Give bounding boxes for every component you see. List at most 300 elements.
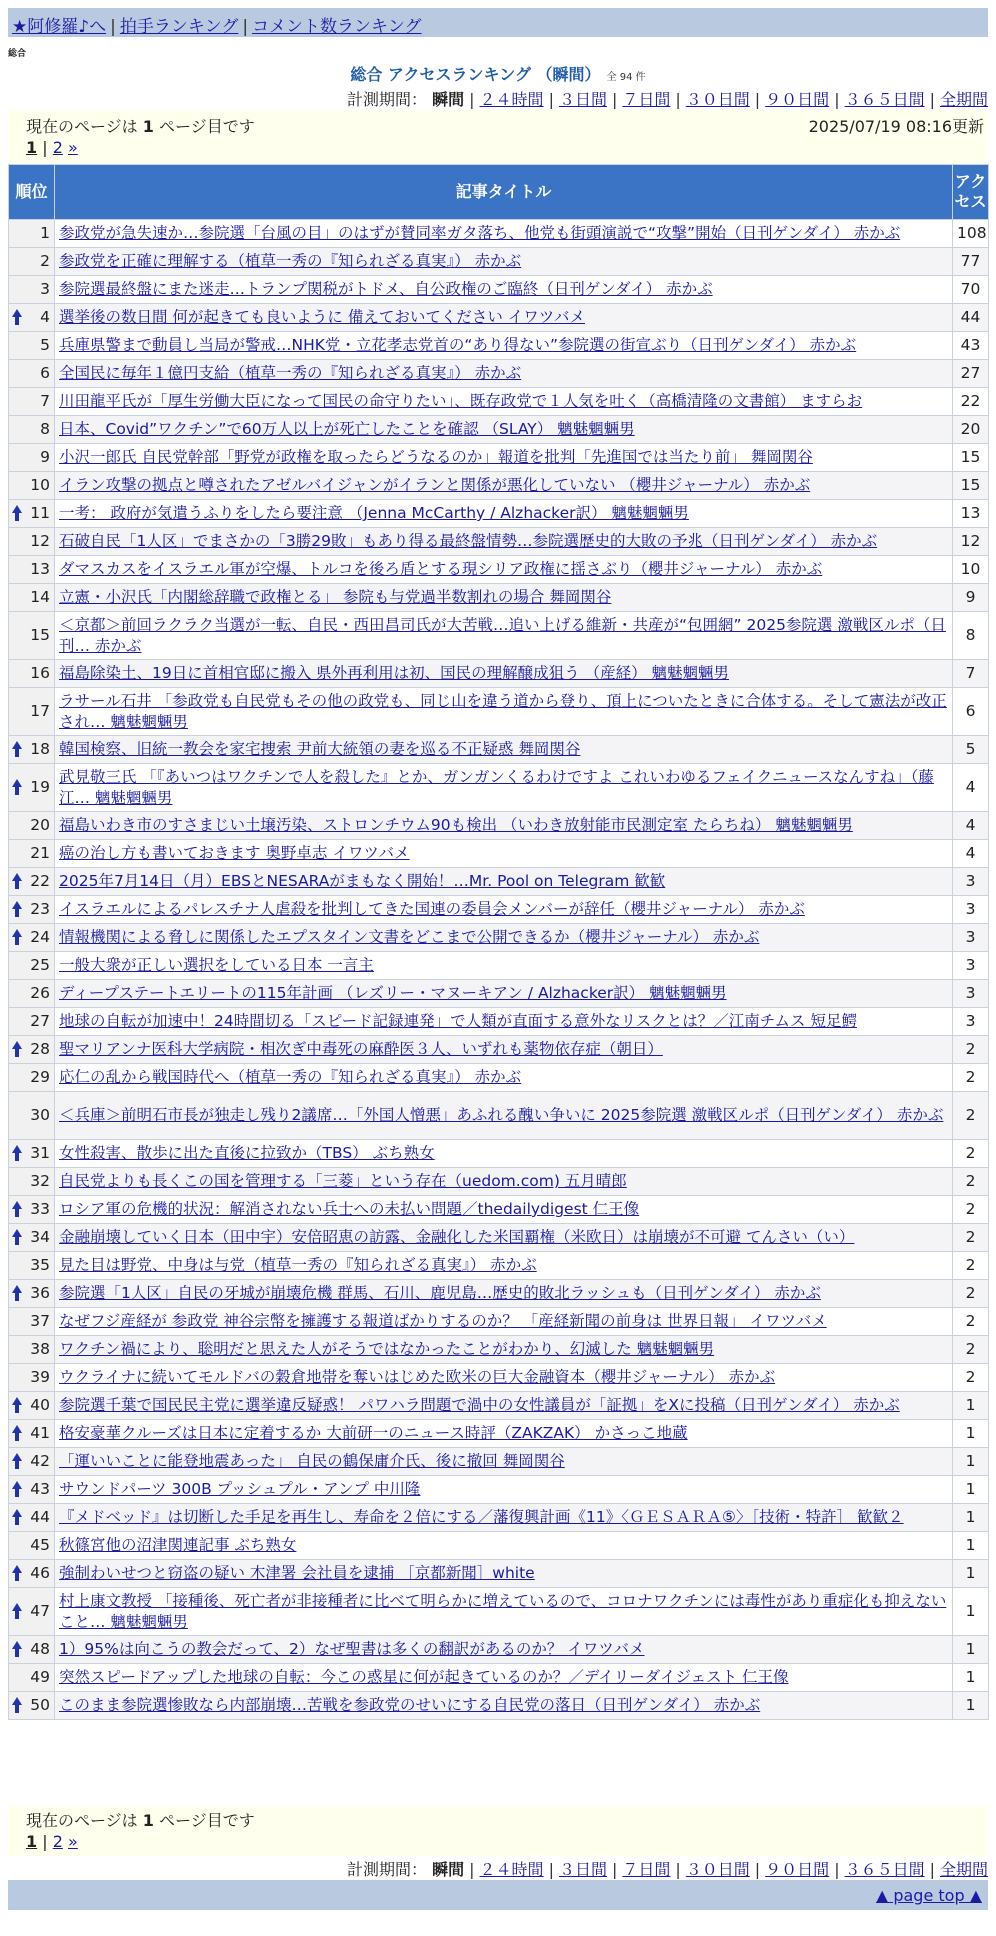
access-count: 1 — [953, 1532, 989, 1560]
title-cell — [55, 360, 953, 388]
rank-number: 21 — [30, 844, 50, 862]
table-row — [9, 1036, 989, 1064]
rank-cell — [9, 360, 55, 388]
title-cell — [55, 924, 953, 952]
page-info-bottom — [8, 1806, 988, 1856]
rank-number: 46 — [30, 1564, 50, 1582]
table-header-row — [9, 165, 989, 220]
rank-number: 34 — [30, 1228, 50, 1246]
period-all-link[interactable]: 全期間 — [939, 90, 988, 109]
article-title-link[interactable]: ラサール石井 「参政党も自民党もその他の政党も、同じ山を違う道から登り、頂上についたときに合体する。そして憲法が改正され… 魑魅魍魎男 — [59, 691, 947, 731]
article-title-link[interactable]: 日本、Covid”ワクチン”で60万人以上が死亡したことを確認 （SLAY） 魑魅魍魎男 — [59, 420, 635, 438]
rank-number: 29 — [30, 1068, 50, 1086]
rank-up-arrow-icon — [12, 1229, 22, 1247]
access-count: 4 — [953, 764, 989, 812]
period-30d-link[interactable]: ３０日間 — [685, 90, 750, 109]
title-cell — [55, 1636, 953, 1664]
col-access-header: アクセス — [953, 165, 989, 220]
title-cell — [55, 248, 953, 276]
access-count: 1 — [953, 1392, 989, 1420]
category-label: 総合 — [8, 49, 27, 59]
rank-cell — [9, 388, 55, 416]
title-cell — [55, 276, 953, 304]
updated-timestamp: 2025/07/19 08:16更新 — [808, 117, 984, 136]
rank-up-arrow-icon — [12, 779, 22, 797]
title-cell — [55, 1252, 953, 1280]
access-count: 12 — [953, 528, 989, 556]
article-title-link[interactable]: イスラエルによるパレスチナ人虐殺を批判してきた国連の委員会メンバーが辞任（櫻井ジャーナル） 赤かぶ — [59, 900, 805, 918]
rank-up-arrow-icon — [12, 1565, 22, 1583]
rank-up-arrow-icon — [12, 505, 22, 523]
access-count: 2 — [953, 1252, 989, 1280]
title-cell — [55, 1364, 953, 1392]
article-title-link[interactable]: 格安豪華クルーズは日本に定着するか 大前研一のニュース時評（ZAKZAK） かさっこ地蔵 — [59, 1424, 688, 1442]
rank-number: 28 — [30, 1040, 50, 1058]
title-cell — [55, 612, 953, 660]
pager-next-arrow[interactable]: » — [68, 138, 78, 157]
period-3d-link[interactable]: ３日間 — [558, 90, 607, 109]
table-row — [9, 1420, 989, 1448]
table-row — [9, 1140, 989, 1168]
rank-cell — [9, 1140, 55, 1168]
access-count: 1 — [953, 1448, 989, 1476]
rank-cell — [9, 924, 55, 952]
table-row — [9, 840, 989, 868]
rank-number: 39 — [30, 1368, 50, 1386]
table-row — [9, 1560, 989, 1588]
rank-cell — [9, 980, 55, 1008]
rank-number: 10 — [30, 476, 50, 494]
page-top-link[interactable]: ▲ page top ▲ — [875, 1886, 982, 1905]
rank-number: 36 — [30, 1284, 50, 1302]
title-cell — [55, 1532, 953, 1560]
pager-page-2[interactable]: 2 — [52, 138, 63, 157]
rank-cell — [9, 332, 55, 360]
title-cell — [55, 896, 953, 924]
article-title-link[interactable]: 全国民に毎年１億円支給（植草一秀の『知られざる真実』） 赤かぶ — [59, 364, 522, 382]
rank-up-arrow-icon — [12, 1509, 22, 1527]
rank-number: 27 — [30, 1012, 50, 1030]
period-365d-link-bottom[interactable]: ３６５日間 — [844, 1860, 925, 1879]
rank-up-arrow-icon — [12, 1453, 22, 1471]
article-title-link[interactable]: 2025年7月14日（月）EBSとNESARAがまもなく開始！…Mr. Pool on Telegram 歓歓 — [59, 872, 666, 890]
rank-up-arrow-icon — [12, 1201, 22, 1219]
rank-number: 48 — [30, 1640, 50, 1658]
rank-cell — [9, 416, 55, 444]
rank-up-arrow-icon — [12, 1481, 22, 1499]
table-row — [9, 1532, 989, 1560]
col-rank-header: 順位 — [9, 165, 55, 220]
rank-cell — [9, 248, 55, 276]
article-title-link[interactable]: 一考： 政府が気遣うふりをしたら要注意 （Jenna McCarthy / Alzhacker訳） 魑魅魍魎男 — [59, 504, 689, 522]
table-row — [9, 276, 989, 304]
title-cell — [55, 1064, 953, 1092]
table-row — [9, 1224, 989, 1252]
rank-cell — [9, 1532, 55, 1560]
article-title-link[interactable]: 参院選千葉で国民民主党に選挙違反疑惑！ パワハラ問題で渦中の女性議員が「証拠」をXに投稿（日刊ゲンダイ） 赤かぶ — [59, 1396, 900, 1414]
title-cell — [55, 764, 953, 812]
article-title-link[interactable]: 「運いいことに能登地震あった」 自民の鶴保庸介氏、後に撤回 舞岡関谷 — [59, 1452, 565, 1470]
article-title-link[interactable]: ディープステートエリートの115年計画 （レズリー・マヌーキアン / Alzhacker訳） 魑魅魍魎男 — [59, 984, 727, 1002]
table-row — [9, 1168, 989, 1196]
title-cell — [55, 1168, 953, 1196]
rank-up-arrow-icon — [12, 1603, 22, 1621]
rank-up-arrow-icon — [12, 1145, 22, 1163]
rank-cell — [9, 736, 55, 764]
article-title-link[interactable]: 立憲・小沢氏「内閣総辞職で政権とる」 参院も与党過半数割れの場合 舞岡関谷 — [59, 588, 612, 606]
table-row — [9, 388, 989, 416]
pager-top: 1 | 2 » — [26, 138, 78, 157]
rank-number: 44 — [30, 1508, 50, 1526]
table-row — [9, 528, 989, 556]
rank-up-arrow-icon — [12, 929, 22, 947]
total-count: 全 94 件 — [606, 72, 646, 83]
table-row — [9, 444, 989, 472]
article-title-link[interactable]: 一般大衆が正しい選択をしている日本 一言主 — [59, 956, 374, 974]
access-count: 1 — [953, 1560, 989, 1588]
rank-number: 6 — [40, 364, 50, 382]
rank-cell — [9, 1092, 55, 1140]
period-selector-bottom: 計測期間： 瞬間 | ２４時間 | ３日間 | ７日間 | ３０日間 | ９０日間 | ３６５日間 | 全期間 — [347, 1860, 988, 1879]
rank-cell — [9, 1280, 55, 1308]
rank-cell — [9, 952, 55, 980]
rank-up-arrow-icon — [12, 741, 22, 759]
article-title-link[interactable]: 武見敬三氏 「『あいつはワクチンで人を殺した』とか、ガンガンくるわけですよ これいわゆるフェイクニュースなんすね」（藤江… 魑魅魍魎男 — [59, 767, 934, 807]
title-cell — [55, 444, 953, 472]
rank-cell — [9, 896, 55, 924]
rank-up-arrow-icon — [12, 901, 22, 919]
access-count: 2 — [953, 1196, 989, 1224]
table-row — [9, 688, 989, 736]
rank-number: 25 — [30, 956, 50, 974]
access-count: 7 — [953, 660, 989, 688]
pager-bottom: 1 | 2 » — [26, 1832, 78, 1851]
rank-number: 38 — [30, 1340, 50, 1358]
rank-cell — [9, 1064, 55, 1092]
access-count: 3 — [953, 896, 989, 924]
page-info-top — [8, 110, 988, 164]
article-title-link[interactable]: 参院選「1人区」自民の牙城が崩壊危機 群馬、石川、鹿児島…歴史的敗北ラッシュも（日刊ゲンダイ） 赤かぶ — [59, 1284, 821, 1302]
rank-cell — [9, 1636, 55, 1664]
period-30d-link-bottom[interactable]: ３０日間 — [685, 1860, 750, 1879]
page-info-text-bottom: 現在のページは 1 ページ目です — [26, 1811, 255, 1830]
table-row — [9, 812, 989, 840]
rank-number: 4 — [40, 308, 50, 326]
access-count: 1 — [953, 1504, 989, 1532]
table-row — [9, 1336, 989, 1364]
period-current: 瞬間 — [432, 90, 465, 109]
access-count: 5 — [953, 736, 989, 764]
table-row — [9, 660, 989, 688]
rank-cell — [9, 500, 55, 528]
rank-cell — [9, 1224, 55, 1252]
access-count: 2 — [953, 1308, 989, 1336]
access-count: 2 — [953, 1168, 989, 1196]
access-count: 2 — [953, 1280, 989, 1308]
article-title-link[interactable]: ウクライナに続いてモルドバの穀倉地帯を奪いはじめた欧米の巨大金融資本（櫻井ジャーナル） 赤かぶ — [59, 1368, 776, 1386]
title-cell — [55, 1092, 953, 1140]
rank-number: 2 — [40, 252, 50, 270]
rank-up-arrow-icon — [12, 1397, 22, 1415]
access-count: 4 — [953, 812, 989, 840]
rank-cell — [9, 584, 55, 612]
table-row — [9, 612, 989, 660]
article-title-link[interactable]: 小沢一郎氏 自民党幹部「野党が政権を取ったらどうなるのか」報道を批判「先進国では当たり前」 舞岡関谷 — [59, 448, 813, 466]
access-count: 108 — [953, 220, 989, 248]
table-row — [9, 220, 989, 248]
title-cell — [55, 528, 953, 556]
pager-next-arrow-bottom[interactable]: » — [68, 1832, 78, 1851]
rank-number: 12 — [30, 532, 50, 550]
rank-number: 11 — [30, 504, 50, 522]
rank-up-arrow-icon — [12, 1697, 22, 1715]
title-cell — [55, 868, 953, 896]
title-cell — [55, 1196, 953, 1224]
pager-current-bottom: 1 — [26, 1832, 38, 1851]
article-title-link[interactable]: 『メドベッド』は切断した手足を再生し、寿命を２倍にする／藩復興計画《11》〈ＧＥＳＡＲＡ⑤〉［技術・特許］ 歓歓２ — [59, 1508, 904, 1526]
title-cell — [55, 220, 953, 248]
title-cell — [55, 660, 953, 688]
title-cell — [55, 388, 953, 416]
rank-cell — [9, 812, 55, 840]
access-count: 2 — [953, 1036, 989, 1064]
rank-cell — [9, 1036, 55, 1064]
rank-cell — [9, 556, 55, 584]
table-row — [9, 1064, 989, 1092]
ranking-table — [8, 164, 989, 1720]
article-title-link[interactable]: 強制わいせつと窃盗の疑い 木津署 会社員を逮捕 ［京都新聞］white — [59, 1564, 535, 1582]
period-24h-link-bottom[interactable]: ２４時間 — [479, 1860, 544, 1879]
title-cell — [55, 1560, 953, 1588]
table-row — [9, 360, 989, 388]
table-row — [9, 248, 989, 276]
rank-number: 23 — [30, 900, 50, 918]
title-cell — [55, 1280, 953, 1308]
table-row — [9, 896, 989, 924]
access-count: 2 — [953, 1224, 989, 1252]
table-row — [9, 556, 989, 584]
rank-number: 30 — [30, 1106, 50, 1124]
rank-cell — [9, 1560, 55, 1588]
access-count: 3 — [953, 980, 989, 1008]
title-cell — [55, 1140, 953, 1168]
access-count: 15 — [953, 472, 989, 500]
article-title-link[interactable]: 地球の自転が加速中！24時間切る「スピード記録連発」で人類が直面する意外なリスクとは？／江南チムス 短足鰐 — [59, 1012, 857, 1030]
rank-number: 41 — [30, 1424, 50, 1442]
table-row — [9, 1092, 989, 1140]
rank-cell — [9, 1336, 55, 1364]
article-title-link[interactable]: 情報機関による脅しに関係したエプスタイン文書をどこまで公開できるか（櫻井ジャーナル） 赤かぶ — [59, 928, 760, 946]
article-title-link[interactable]: 聖マリアンナ医科大学病院・相次ぎ中毒死の麻酔医３人、いずれも薬物依存症（朝日） — [59, 1040, 663, 1058]
article-title-link[interactable]: 村上康文教授 「接種後、死亡者が非接種者に比べて明らかに増えているので、コロナワクチンには毒性があり重症化も抑えないこと… 魑魅魍魎男 — [59, 1591, 947, 1631]
article-title-link[interactable]: 見た目は野党、中身は与党（植草一秀の『知られざる真実』） 赤かぶ — [59, 1256, 537, 1274]
title-cell — [55, 500, 953, 528]
rank-number: 14 — [30, 588, 50, 606]
period-all-link-bottom[interactable]: 全期間 — [939, 1860, 988, 1879]
table-row — [9, 1308, 989, 1336]
rank-cell — [9, 1504, 55, 1532]
article-title-link[interactable]: ＜京都＞前回ラクラク当選が一転、自民・西田昌司氏が大苦戦…追い上げる維新・共産が“包囲網” 2025参院選 激戦区ルポ（日刊… 赤かぶ — [59, 615, 946, 655]
access-count: 2 — [953, 1336, 989, 1364]
rank-cell — [9, 1008, 55, 1036]
title-cell — [55, 472, 953, 500]
access-count: 13 — [953, 500, 989, 528]
article-title-link[interactable]: 参院選最終盤にまた迷走…トランプ関税がトドメ、自公政権のご臨終（日刊ゲンダイ） 赤かぶ — [59, 280, 713, 298]
table-row — [9, 1252, 989, 1280]
title-cell — [55, 1476, 953, 1504]
table-row — [9, 868, 989, 896]
title-cell — [55, 688, 953, 736]
rank-cell — [9, 444, 55, 472]
article-title-link[interactable]: ＜兵庫＞前明石市長が独走し残り2議席…「外国人憎悪」あふれる醜い争いに 2025参院選 激戦区ルポ（日刊ゲンダイ） 赤かぶ — [59, 1106, 944, 1124]
table-row — [9, 416, 989, 444]
rank-cell — [9, 1308, 55, 1336]
table-row — [9, 1664, 989, 1692]
table-row — [9, 952, 989, 980]
title-cell — [55, 1664, 953, 1692]
page-title — [0, 62, 996, 85]
rank-cell — [9, 220, 55, 248]
rank-cell — [9, 868, 55, 896]
rank-number: 20 — [30, 816, 50, 834]
pager-page-2-bottom[interactable]: 2 — [52, 1832, 63, 1851]
rank-number: 17 — [30, 702, 50, 720]
title-cell — [55, 556, 953, 584]
nav-comment-ranking-link[interactable]: コメント数ランキング — [252, 17, 422, 37]
article-title-link[interactable]: ワクチン禍により、聡明だと思えた人がそうではなかったことがわかり、幻滅した 魑魅魍魎男 — [59, 1340, 715, 1358]
rank-number: 7 — [40, 392, 50, 410]
article-title-link[interactable]: 参政党を正確に理解する（植草一秀の『知られざる真実』） 赤かぶ — [59, 252, 522, 270]
table-row — [9, 1504, 989, 1532]
access-count: 8 — [953, 612, 989, 660]
rank-number: 49 — [30, 1668, 50, 1686]
title-cell — [55, 1008, 953, 1036]
access-count: 27 — [953, 360, 989, 388]
article-title-link[interactable]: イラン攻撃の拠点と噂されたアゼルバイジャンがイランと関係が悪化していない （櫻井ジャーナル） 赤かぶ — [59, 476, 811, 494]
title-cell — [55, 736, 953, 764]
table-row — [9, 1008, 989, 1036]
rank-number: 35 — [30, 1256, 50, 1274]
article-title-link[interactable]: 韓国検察、旧統一教会を家宅捜索 尹前大統領の妻を巡る不正疑惑 舞岡関谷 — [59, 740, 581, 758]
rank-cell — [9, 528, 55, 556]
access-count: 1 — [953, 1588, 989, 1636]
rank-cell — [9, 1448, 55, 1476]
nav-home-link[interactable]: ★阿修羅♪へ — [12, 17, 107, 37]
table-row — [9, 1364, 989, 1392]
rank-cell — [9, 1168, 55, 1196]
rank-number: 50 — [30, 1696, 50, 1714]
article-title-link[interactable]: 秋篠宮他の沼津関連記事 ぶち熟女 — [59, 1536, 297, 1554]
rank-number: 3 — [40, 280, 50, 298]
title-cell — [55, 1420, 953, 1448]
period-365d-link[interactable]: ３６５日間 — [844, 90, 925, 109]
article-title-link[interactable]: ダマスカスをイスラエル軍が空爆、トルコを後ろ盾とする現シリア政権に揺さぶり（櫻井ジャーナル） 赤かぶ — [59, 560, 823, 578]
rank-cell — [9, 1196, 55, 1224]
table-row — [9, 1476, 989, 1504]
table-row — [9, 1448, 989, 1476]
period-90d-link-bottom[interactable]: ９０日間 — [765, 1860, 830, 1879]
access-count: 2 — [953, 1064, 989, 1092]
access-count: 10 — [953, 556, 989, 584]
article-title-link[interactable]: 突然スピードアップした地球の自転：今この惑星に何が起きているのか？／デイリーダイジェスト 仁王像 — [59, 1668, 789, 1686]
table-row — [9, 764, 989, 812]
page-info-text: 現在のページは 1 ページ目です — [26, 117, 255, 136]
rank-up-arrow-icon — [12, 873, 22, 891]
rank-number: 24 — [30, 928, 50, 946]
article-title-link[interactable]: なぜフジ産経が 参政党 神谷宗幣を擁護する報道ばかりするのか？ 「産経新聞の前身は 世界日報」 イワツバメ — [59, 1312, 827, 1330]
title-cell — [55, 952, 953, 980]
rank-cell — [9, 688, 55, 736]
access-count: 70 — [953, 276, 989, 304]
article-title-link[interactable]: 自民党よりも長くこの国を管理する「三菱」という存在（uedom.com) 五月晴郎 — [59, 1172, 627, 1190]
rank-cell — [9, 1664, 55, 1692]
pager-current: 1 — [26, 138, 38, 157]
period-90d-link[interactable]: ９０日間 — [765, 90, 830, 109]
rank-number: 31 — [30, 1144, 50, 1162]
title-cell — [55, 1588, 953, 1636]
article-title-link[interactable]: 石破自民「1人区」でまさかの「3勝29敗」もあり得る最終盤情勢…参院選歴史的大敗の予兆（日刊ゲンダイ） 赤かぶ — [59, 532, 878, 550]
title-cell — [55, 1036, 953, 1064]
rank-number: 33 — [30, 1200, 50, 1218]
rank-number: 5 — [40, 336, 50, 354]
article-title-link[interactable]: 兵庫県警まで動員し当局が警戒…NHK党・立花孝志党首の“あり得ない”参院選の街宣ぶり（日刊ゲンダイ） 赤かぶ — [59, 336, 857, 354]
table-row — [9, 1280, 989, 1308]
article-title-link[interactable]: 1）95%は向こうの教会だって、2）なぜ聖書は多くの翻訳があるのか？ イワツバメ — [59, 1640, 645, 1658]
title-cell — [55, 980, 953, 1008]
article-title-link[interactable]: 福島いわき市のすさまじい土壌汚染、ストロンチウム90も検出 （いわき放射能市民測定室 たらちね） 魑魅魍魎男 — [59, 816, 853, 834]
period-3d-link-bottom[interactable]: ３日間 — [558, 1860, 607, 1879]
title-cell — [55, 1504, 953, 1532]
rank-cell — [9, 1692, 55, 1720]
article-title-link[interactable]: 女性殺害、散歩に出た直後に拉致か（TBS） ぶち熟女 — [59, 1144, 435, 1162]
table-row — [9, 1392, 989, 1420]
table-row — [9, 924, 989, 952]
access-count: 3 — [953, 924, 989, 952]
article-title-link[interactable]: 応仁の乱から戦国時代へ（植草一秀の『知られざる真実』） 赤かぶ — [59, 1068, 522, 1086]
period-7d-link-bottom[interactable]: ７日間 — [622, 1860, 671, 1879]
access-count: 1 — [953, 1664, 989, 1692]
article-title-link[interactable]: このまま参院選惨敗なら内部崩壊…苦戦を参政党のせいにする自民党の落日（日刊ゲンダイ） 赤かぶ — [59, 1696, 761, 1714]
article-title-link[interactable]: 参政党が急失速か…参院選「台風の目」のはずが賛同率ガタ落ち、他党も街頭演説で“攻撃”開始（日刊ゲンダイ） 赤かぶ — [59, 224, 901, 242]
title-cell — [55, 1336, 953, 1364]
article-title-link[interactable]: サウンドパーツ 300B プッシュプル・アンプ 中川隆 — [59, 1480, 421, 1498]
title-cell — [55, 1392, 953, 1420]
table-row — [9, 332, 989, 360]
rank-cell — [9, 1476, 55, 1504]
table-row — [9, 736, 989, 764]
table-row — [9, 1588, 989, 1636]
period-7d-link[interactable]: ７日間 — [622, 90, 671, 109]
rank-up-arrow-icon — [12, 1285, 22, 1303]
article-title-link[interactable]: 福島除染土、19日に首相官邸に搬入 県外再利用は初、国民の理解醸成狙う （産経） 魑魅魍魎男 — [59, 664, 730, 682]
period-24h-link[interactable]: ２４時間 — [479, 90, 544, 109]
rank-cell — [9, 612, 55, 660]
nav-applause-ranking-link[interactable]: 拍手ランキング — [119, 17, 239, 37]
rank-cell — [9, 1252, 55, 1280]
access-count: 9 — [953, 584, 989, 612]
article-title-link[interactable]: 川田龍平氏が「厚生労働大臣になって国民の命守りたい」、既存政党で１人気を吐く（高橋清隆の文書館） ますらお — [59, 392, 863, 410]
article-title-link[interactable]: 金融崩壊していく日本（田中宇）安倍昭恵の訪露、金融化した米国覇権（米欧日）は崩壊が不可避 てんさい（い） — [59, 1228, 855, 1246]
col-title-header: 記事タイトル — [55, 165, 953, 220]
article-title-link[interactable]: 癌の治し方も書いておきます 奥野卓志 イワツバメ — [59, 844, 410, 862]
access-count: 3 — [953, 952, 989, 980]
table-row — [9, 1692, 989, 1720]
article-title-link[interactable]: 選挙後の数日間 何が起きても良いように 備えておいてください イワツバメ — [59, 308, 585, 326]
title-cell — [55, 304, 953, 332]
article-title-link[interactable]: ロシア軍の危機的状況：解消されない兵士への未払い問題／thedailydigest 仁王像 — [59, 1200, 640, 1218]
rank-number: 37 — [30, 1312, 50, 1330]
access-count: 22 — [953, 388, 989, 416]
